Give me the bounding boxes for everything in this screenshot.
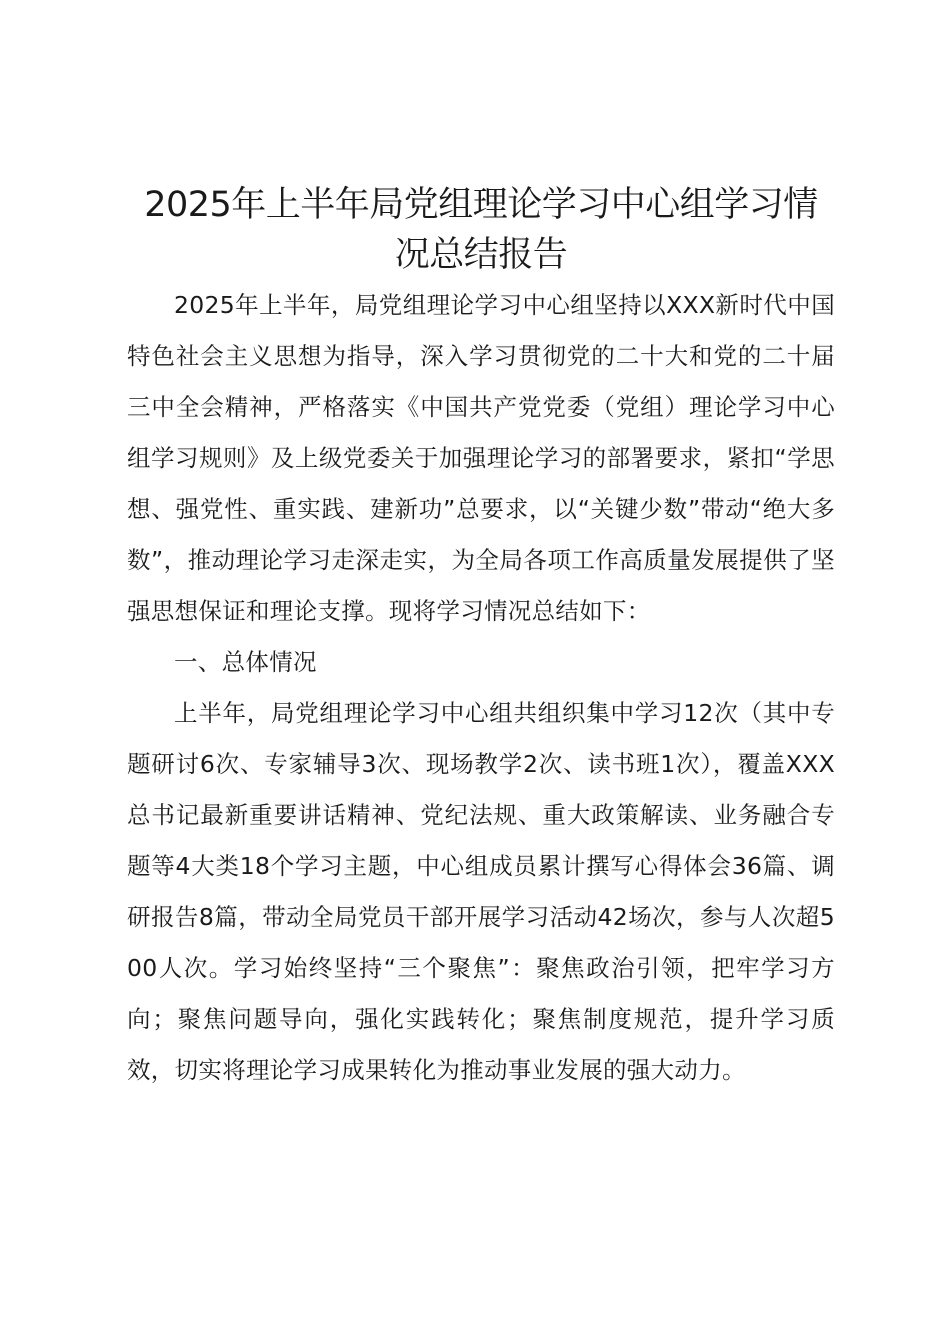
section-heading-overall: 一、总体情况 [174,648,317,676]
intro-paragraph: 2025年上半年，局党组理论学习中心组坚持以XXX新时代中国特色社会主义思想为指导，深入学习贯彻党的二十大和党的二十届三中全会精神，严格落实《中国共产党党委（党组）理论学习中心组学习规则》及上级党委关于加强理论学习的部署要求，紧扣“学思想、强党性、重实践、建新功”总要求，以“关键少数”带动“绝大多数”，推动理论学习走深走实，为全局各项工作高质量发展提供了坚强思想保证和理论支撑。现将学习情况总结如下： [127,291,835,625]
document-body [127,180,835,1096]
document-title: 2025年上半年局党组理论学习中心组学习情况总结报告 [144,185,818,275]
section-paragraph-overall: 上半年，局党组理论学习中心组共组织集中学习12次（其中专题研讨6次、专家辅导3次、现场教学2次、读书班1次），覆盖XXX总书记最新重要讲话精神、党纪法规、重大政策解读、业务融合专题等4大类18个学习主题，中心组成员累计撰写心得体会36篇、调研报告8篇，带动全局党员干部开展学习活动42场次，参与人次超500人次。学习始终坚持“三个聚焦”：聚焦政治引领，把牢学习方向；聚焦问题导向，强化实践转化；聚焦制度规范，提升学习质效，切实将理论学习成果转化为推动事业发展的强大动力。 [127,699,835,1084]
